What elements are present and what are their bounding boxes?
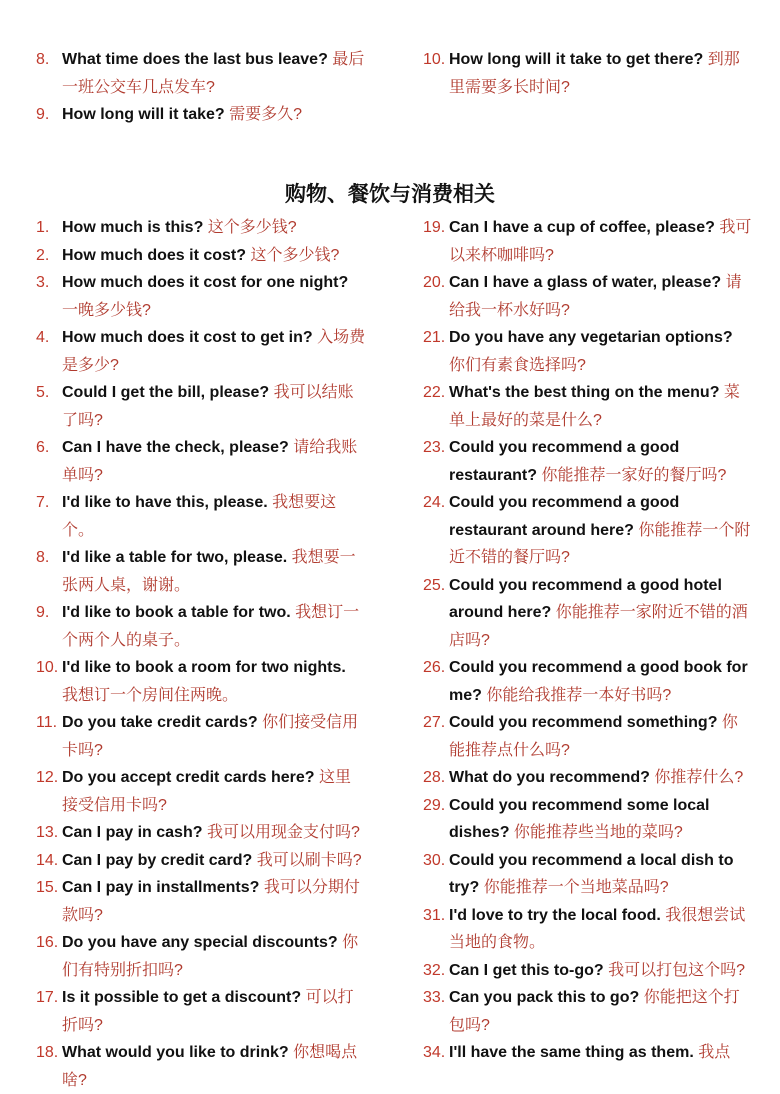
item-number: 9. — [36, 106, 50, 123]
chinese-translation: 你能推荐一家好的餐厅吗? — [541, 466, 727, 484]
chinese-translation: 你能推荐一个附近不错的餐厅吗? — [449, 521, 751, 566]
item-number: 23. — [423, 439, 446, 456]
item-number: 33. — [423, 989, 446, 1006]
phrase-item — [423, 269, 753, 324]
item-number: 6. — [36, 439, 50, 456]
item-number: 11. — [36, 714, 58, 731]
item-number: 32. — [423, 961, 446, 979]
english-phrase: Could you recommend a good restaurant around here? — [449, 494, 680, 539]
chinese-translation: 你想喝点啥? — [62, 1044, 358, 1089]
item-number: 24. — [423, 494, 446, 511]
chinese-translation: 我点 — [698, 1044, 731, 1061]
english-phrase: Can I pay by credit card? — [62, 851, 253, 869]
phrase-item — [36, 599, 366, 654]
main-right-column — [423, 214, 753, 1067]
english-phrase: I'd like to book a table for two. — [62, 604, 291, 621]
chinese-translation: 我想要这个。 — [62, 494, 337, 539]
phrase-item — [36, 269, 366, 324]
phrase-item — [423, 984, 753, 1039]
item-number: 18. — [36, 1044, 59, 1061]
phrase-item — [423, 324, 753, 379]
phrase-item — [423, 957, 753, 985]
chinese-translation: 到那里需要多长时间? — [449, 51, 740, 96]
english-phrase: Can I pay in cash? — [62, 824, 203, 841]
phrase-item — [36, 764, 366, 819]
phrase-item — [423, 709, 753, 764]
item-number: 2. — [36, 246, 50, 264]
phrase-item — [36, 709, 366, 764]
chinese-translation: 我可以来杯咖啡吗? — [449, 219, 752, 264]
chinese-translation: 需要多久? — [229, 106, 303, 123]
item-number: 8. — [36, 51, 50, 68]
english-phrase: Can I get this to-go? — [449, 961, 604, 979]
chinese-translation: 这个多少钱? — [207, 219, 297, 236]
english-phrase: Could you recommend a good restaurant? — [449, 439, 680, 484]
english-phrase: Can I have a cup of coffee, please? — [449, 219, 715, 236]
item-number: 12. — [36, 769, 59, 786]
english-phrase: I'd like to have this, please. — [62, 494, 268, 511]
item-number: 1. — [36, 219, 50, 236]
phrase-item — [36, 324, 366, 379]
english-phrase: Could I get the bill, please? — [62, 384, 270, 401]
item-number: 8. — [36, 549, 50, 566]
phrase-item — [36, 984, 366, 1039]
english-phrase: Could you recommend some local dishes? — [449, 796, 710, 841]
item-number: 5. — [36, 384, 50, 401]
english-phrase: Do you accept credit cards here? — [62, 769, 315, 786]
phrase-item — [36, 242, 366, 270]
english-phrase: How much does it cost for one night? — [62, 274, 349, 291]
phrase-item — [423, 764, 753, 792]
english-phrase: Can I have a glass of water, please? — [449, 274, 722, 291]
phrase-item — [36, 434, 366, 489]
item-number: 13. — [36, 824, 59, 841]
chinese-translation: 我可以分期付款吗? — [62, 879, 360, 924]
item-number: 28. — [423, 769, 446, 786]
english-phrase: Could you recommend a good book for me? — [449, 659, 748, 704]
item-number: 26. — [423, 659, 446, 676]
item-number: 30. — [423, 851, 446, 869]
chinese-translation: 你们有特别折扣吗? — [62, 934, 359, 979]
english-phrase: How much does it cost? — [62, 246, 247, 264]
english-phrase: Do you take credit cards? — [62, 714, 258, 731]
chinese-translation: 我想订一个房间住两晚。 — [62, 686, 239, 704]
english-phrase: Could you recommend a local dish to try? — [449, 851, 734, 896]
item-number: 15. — [36, 879, 59, 896]
chinese-translation: 这里接受信用卡吗? — [62, 769, 351, 814]
chinese-translation: 请给我账单吗? — [62, 439, 358, 484]
item-number: 14. — [36, 851, 59, 869]
english-phrase: Do you have any vegetarian options? — [449, 329, 733, 346]
chinese-translation: 我可以刷卡吗? — [256, 851, 362, 869]
english-phrase: I'd like a table for two, please. — [62, 549, 288, 566]
phrase-item — [423, 489, 753, 572]
phrase-item — [423, 379, 753, 434]
top-right-column — [423, 46, 753, 101]
item-number: 34. — [423, 1044, 446, 1061]
english-phrase: What's the best thing on the menu? — [449, 384, 720, 401]
english-phrase: What do you recommend? — [449, 769, 650, 786]
item-number: 31. — [423, 906, 446, 924]
top-left-column — [36, 46, 366, 129]
item-number: 16. — [36, 934, 59, 951]
phrase-item — [36, 654, 366, 709]
chinese-translation: 一晚多少钱? — [62, 301, 151, 319]
item-number: 3. — [36, 274, 50, 291]
item-number: 25. — [423, 576, 446, 594]
english-phrase: Can you pack this to go? — [449, 989, 640, 1006]
phrase-item — [36, 489, 366, 544]
chinese-translation: 可以打折吗? — [62, 989, 354, 1034]
item-number: 9. — [36, 604, 50, 621]
chinese-translation: 我想订一个两个人的桌子。 — [62, 604, 360, 649]
phrase-item — [36, 379, 366, 434]
chinese-translation: 你能推荐些当地的菜吗? — [513, 824, 683, 841]
phrase-item — [423, 46, 753, 101]
chinese-translation: 我很想尝试当地的食物。 — [449, 906, 746, 951]
phrase-item — [36, 46, 366, 101]
english-phrase: Could you recommend a good hotel around here? — [449, 576, 722, 621]
phrase-item — [36, 847, 366, 875]
chinese-translation: 我可以结账了吗? — [62, 384, 354, 429]
phrase-item — [423, 434, 753, 489]
chinese-translation: 你推荐什么? — [654, 769, 744, 786]
chinese-translation: 你能给我推荐一本好书吗? — [486, 686, 672, 704]
english-phrase: How much does it cost to get in? — [62, 329, 313, 346]
phrase-item — [423, 1039, 753, 1067]
english-phrase: Do you have any special discounts? — [62, 934, 338, 951]
phrase-item — [423, 572, 753, 655]
chinese-translation: 菜单上最好的菜是什么? — [449, 384, 740, 429]
english-phrase: Can I have the check, please? — [62, 439, 289, 456]
chinese-translation: 最后一班公交车几点发车? — [62, 51, 365, 96]
item-number: 27. — [423, 714, 446, 731]
item-number: 7. — [36, 494, 50, 511]
phrase-item — [36, 544, 366, 599]
item-number: 20. — [423, 274, 446, 291]
item-number: 22. — [423, 384, 446, 401]
chinese-translation: 你们有素食选择吗? — [449, 356, 586, 374]
phrase-item — [36, 1039, 366, 1094]
phrase-item — [423, 902, 753, 957]
english-phrase: I'll have the same thing as them. — [449, 1044, 694, 1061]
phrase-item — [36, 819, 366, 847]
chinese-translation: 这个多少钱? — [250, 246, 340, 264]
item-number: 10. — [423, 51, 446, 68]
item-number: 21. — [423, 329, 446, 346]
phrase-item — [423, 792, 753, 847]
item-number: 19. — [423, 219, 446, 236]
section-title: 购物、餐饮与消费相关 — [285, 182, 495, 206]
chinese-translation: 入场费是多少? — [62, 329, 366, 374]
english-phrase: What would you like to drink? — [62, 1044, 289, 1061]
main-left-column — [36, 214, 366, 1094]
item-number: 4. — [36, 329, 50, 346]
phrase-item — [36, 874, 366, 929]
phrase-item — [423, 847, 753, 902]
english-phrase: Is it possible to get a discount? — [62, 989, 302, 1006]
english-phrase: How much is this? — [62, 219, 204, 236]
phrase-item — [36, 929, 366, 984]
english-phrase: What time does the last bus leave? — [62, 51, 328, 68]
chinese-translation: 我想要一张两人桌，谢谢。 — [62, 549, 356, 594]
chinese-translation: 我可以用现金支付吗? — [206, 824, 360, 841]
item-number: 17. — [36, 989, 59, 1006]
english-phrase: I'd like to book a room for two nights. — [62, 659, 346, 676]
english-phrase: How long will it take to get there? — [449, 51, 704, 68]
chinese-translation: 你能推荐点什么吗? — [449, 714, 738, 759]
english-phrase: Could you recommend something? — [449, 714, 718, 731]
phrase-item — [423, 654, 753, 709]
chinese-translation: 请给我一杯水好吗? — [449, 274, 742, 319]
english-phrase: How long will it take? — [62, 106, 225, 123]
chinese-translation: 你能把这个打包吗? — [449, 989, 740, 1034]
chinese-translation: 你能推荐一家附近不错的酒店吗? — [449, 604, 748, 649]
chinese-translation: 你们接受信用卡吗? — [62, 714, 359, 759]
phrase-item — [423, 214, 753, 269]
english-phrase: I'd love to try the local food. — [449, 906, 661, 924]
item-number: 10. — [36, 659, 59, 676]
chinese-translation: 我可以打包这个吗? — [608, 961, 746, 979]
phrase-item — [36, 214, 366, 242]
english-phrase: Can I pay in installments? — [62, 879, 260, 896]
phrase-item — [36, 101, 366, 129]
chinese-translation: 你能推荐一个当地菜品吗? — [483, 879, 669, 896]
item-number: 29. — [423, 796, 446, 814]
